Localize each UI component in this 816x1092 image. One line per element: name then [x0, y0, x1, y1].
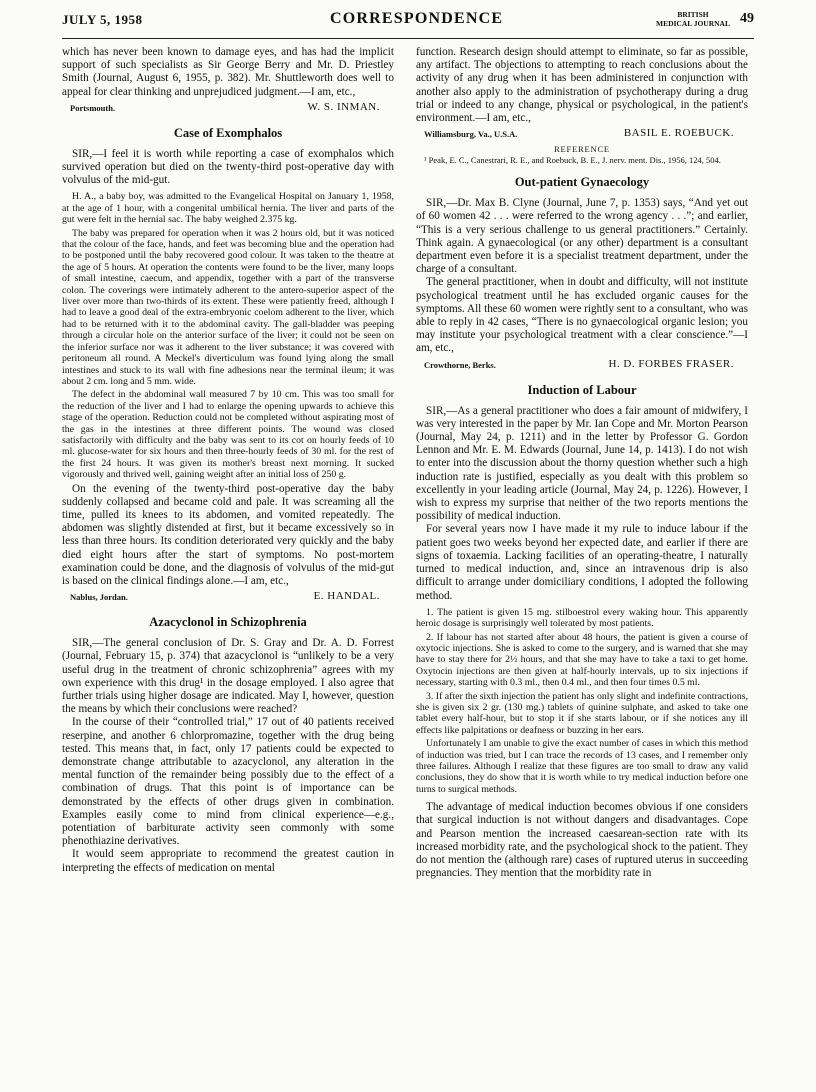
journal-name-line1: BRITISH: [677, 10, 709, 19]
left-column: [62, 46, 394, 1086]
paragraph: In the course of their “controlled trial,” 17 out of 40 patients received reserpine, and another 6 chlorpromazine, together with the drug being tested. This means that, in fact, only 17 patients could be expected to demonstrate change attributable to azacyclonol, any alteration in the mental function of the remainder being possibly due to the effect of a combination of drugs. That this point is of importance can be demonstrated by the effects of other drugs given in combination. Examples easily come to mind from clinical experience—e.g., potentiation of barbiturate activity seen commonly with some phenothiazine derivatives.: [62, 716, 394, 848]
journal-name-line2: MEDICAL JOURNAL: [656, 19, 730, 28]
journal-name: [656, 10, 730, 28]
issue-date: JULY 5, 1958: [62, 12, 143, 27]
signature-place: Williamsburg, Va., U.S.A.: [424, 129, 518, 140]
reference-heading: REFERENCE: [554, 144, 610, 155]
continued-letter-text: which has never been known to damage eyes, and has had the implicit support of such specialists as Sir George Berry and Mr. D. Priestley Smith (Journal, August 6, 1955, p. 382). Mr. Shuttleworth does well to appeal for clear thinking and unprejudiced judgment.—I am, etc.,: [62, 46, 394, 98]
article-title-azacyclonol: Azacyclonol in Schizophrenia: [149, 615, 307, 630]
article-title-induction: Induction of Labour: [527, 382, 637, 397]
paragraph: SIR,—The general conclusion of Dr. S. Gray and Dr. A. D. Forrest (Journal, February 15, p. 374) that azacyclonol is “unlikely to be a very useful drug in the treatment of chronic schizophrenia” agrees with my own experience with this drug¹ in the dosage employed. I also agree that further trials using higher dosage are indicated. May I, however, question the means by which their conclusions were reached?: [62, 637, 394, 716]
signature-roebuck: [416, 127, 748, 142]
case-report-paragraph: The defect in the abdominal wall measured 7 by 10 cm. This was too small for the reduction of the liver and I had to enlarge the opening upwards to achieve this stage of the operation. Reduction could not be completed without aspirating most of the gas in the intestines at three different points. The wound was closed satisfactorily with difficulty and the baby was sent to its cot on hourly feeds of 10 ml. glucose-water for six hours and then three-hourly feeds of 30 ml. for the rest of the first 24 hours. It was given its mother's breast next morning. It sucked vigorously and thrived well, gaining weight after an initial loss of 250 g.: [62, 389, 394, 481]
reference-item: ¹ Peak, E. C., Canestrari, R. E., and Roebuck, B. E., J. nerv. ment. Dis., 1956, 124, 504.: [424, 155, 721, 166]
signature-name: W. S. INMAN.: [307, 100, 380, 113]
article-title-exomphalos: Case of Exomphalos: [173, 125, 283, 140]
method-note: Unfortunately I am unable to give the exact number of cases in which this method of induction was tried, but I can trace the records of 13 cases, and I remember only three failures. Although I realize that these figures are too small to draw any valid conclusions, they do show that it is worth while to try medical induction before one turns to surgical methods.: [416, 738, 748, 795]
article-title-gynaecology: Out-patient Gynaecology: [514, 175, 650, 190]
method-step: 3. If after the sixth injection the patient has only slight and indefinite contractions, she is given six 2 gr. (130 mg.) tablets of quinine sulphate, and asked to take one tablet every half-hour, but to stop it if she starts labour, or if she notices any ill effects like palpitations or deafness or buzzing in her ears.: [416, 690, 748, 736]
paragraph: The general practitioner, when in doubt and difficulty, will not institute psychological treatment until he has excluded organic causes for the symptoms. All these 60 women were rightly sent to a consultant, who was able to reply in 42 cases, “There is no gynaecological organic lesion; you may institute your psychological treatment with a clear conscience.”—I am, etc.,: [416, 276, 748, 355]
case-report-paragraph: The baby was prepared for operation when it was 2 hours old, but it was noticed that the colour of the face, hands, and feet was becoming blue and the operation had to be postponed until the baby recovered good colour. It was taken to the theatre at the age of 5 hours. At operation the contents were found to be the liver, many loops of small intestine, caecum, and appendix, together with a part of the transverse colon. The coverings were intimately adherent to the antero-superior aspect of the liver over more than two-thirds of its extent. These were patiently freed, although I had to leave a good deal of the extra-embryonic coelom adherent to the liver, which had to be returned with it to the abdominal cavity. The gall-bladder was peeping through a circular hole on the anterior surface of the liver; it could not be seen on the inferior surface nor was it adherent to the liver substance; it was covered with peritoneum all round. A Meckel's diverticulum was found lying along the small intestines and stuck to its wall with fine adhesions near the terminal ileum; it was about 2 cm. long and 5 mm. wide.: [62, 227, 394, 387]
page-number: 49: [740, 11, 754, 26]
signature-name: E. HANDAL.: [313, 590, 380, 603]
signature-name: BASIL E. ROEBUCK.: [623, 127, 734, 140]
paragraph: On the evening of the twenty-third post-operative day the baby suddenly collapsed and became cold and pale. It was screaming all the time, pulled its knees to its abdomen, and vomited repeatedly. The abdomen was slightly distended at first, but it became excessively so in less than three hours. Its condition deteriorated very quickly and the baby died eight hours after the start of symptoms. No post-mortem examination could be done, and the diagnosis of volvulus of the mid-gut is based on the clinical findings alone.—I am, etc.,: [62, 482, 394, 587]
page-header: [62, 8, 754, 39]
signature-handal: [62, 590, 394, 605]
paragraph: SIR,—Dr. Max B. Clyne (Journal, June 7, p. 1353) says, “And yet out of 60 women 42 . . . were referred to the wrong agency . . .”; and earlier, “This is a very serious challenge to us general practitioners.” Certainly. Think again. A gynaecological (or any other) department is a consultant department even before it is a specialist treatment department, under the charge of a consultant.: [416, 197, 748, 276]
signature-name: H. D. FORBES FRASER.: [608, 357, 734, 370]
signature-place: Nablus, Jordan.: [70, 592, 128, 603]
right-column: [416, 46, 748, 1086]
signature-place: Portsmouth.: [70, 102, 116, 113]
section-title: CORRESPONDENCE: [330, 10, 504, 27]
case-report-paragraph: H. A., a baby boy, was admitted to the Evangelical Hospital on January 1, 1958, at the age of 1 hour, with a congenital umbilical hernia. The liver and parts of the gut were felt in the hernial sac. The baby weighed 2.375 kg.: [62, 191, 394, 226]
paragraph: SIR,—As a general practitioner who does a fair amount of midwifery, I was very interested in the paper by Mr. Ian Cope and Mr. Morton Pearson (Journal, May 24, p. 1211) and in the letter by Professor G. Gordon Lennon and Mr. E. M. Edwards (Journal, June 14, p. 1413). I do not wish to enter into the discussion about the thorny question whether such a high induction rate is justified, especially as you dealt with this problem so excellently in your leading article (Journal, May 24, p. 1226). However, I wish to express my surprise that neither of the two reports mentions the possibility of medical induction.: [416, 404, 748, 523]
paragraph: SIR,—I feel it is worth while reporting a case of exomphalos which survived operation but died on the twenty-third post-operative day with volvulus of the mid-gut.: [62, 147, 394, 187]
method-step: 1. The patient is given 15 mg. stilboestrol every waking hour. This apparently heroic dosage is surprisingly well tolerated by most patients.: [416, 606, 748, 630]
paragraph: For several years now I have made it my rule to induce labour if the patient goes two weeks beyond her expected date, and earlier if there are signs of toxaemia. Lacking facilities of an operating-theatre, I naturally turned to medical induction, and, since an intravenous drip is also difficult to arrange under domiciliary conditions, I adopted the following method.: [416, 523, 748, 602]
paragraph: It would seem appropriate to recommend the greatest caution in interpreting the effects of medication on mental: [62, 848, 394, 874]
method-step: 2. If labour has not started after about 48 hours, the patient is given a course of oxytocic injections. She is asked to come to the surgery, and is warned that she may have to stay there for 2½ hours, and that she may have to take a taxi to get home. Oxytocin injections are then given at half-hourly intervals, up to six injections if necessary, starting with 0.3 ml., then 0.4 ml., and then four times 0.5 ml.: [416, 631, 748, 689]
signature-place: Crowthorne, Berks.: [424, 359, 496, 370]
signature-fraser: [416, 358, 748, 373]
paragraph: The advantage of medical induction becomes obvious if one considers that surgical induction is not without dangers and disadvantages. Cope and Pearson mention the increased caesarean-section rate with its increased morbidity rate, and the psychological shock to the patient. They do not mention the (although rare) cases of ruptured uterus in succeeding pregnancies. They mention that the morbidity rate in: [416, 801, 748, 880]
continued-letter-text: function. Research design should attempt to eliminate, so far as possible, any artifact. The objections to attempting to reach conclusions about the activity of any drug when it has been administered in conjunction with another also apply to the administration of psychotherapy during a drug trial or indeed to any change, physical or psychological, in the patient's environment.—I am, etc.,: [416, 46, 748, 125]
signature-inman: [62, 101, 394, 116]
